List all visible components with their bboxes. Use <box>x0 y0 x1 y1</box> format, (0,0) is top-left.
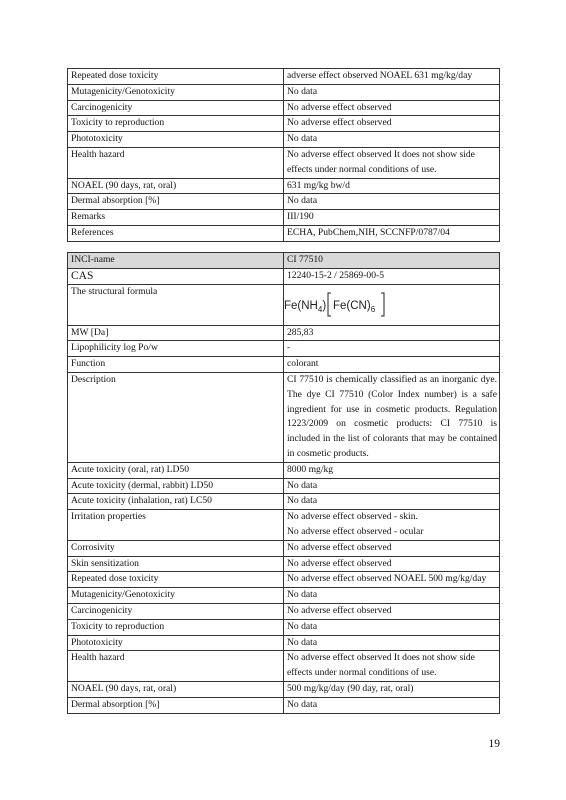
description-row <box>68 372 500 462</box>
table-row <box>68 462 500 478</box>
property-label: Acute toxicity (oral, rat) LD50 <box>68 462 284 478</box>
property-label: Repeated dose toxicity <box>68 572 284 588</box>
table-row <box>68 556 500 572</box>
inci-label: INCI-name <box>68 253 284 269</box>
property-value: No data <box>284 619 500 635</box>
table-row <box>68 572 500 588</box>
property-label: Lipophilicity log Po/w <box>68 341 284 357</box>
table-row <box>68 225 500 241</box>
inci-row <box>68 253 500 269</box>
property-value: No adverse effect observed <box>284 540 500 556</box>
formula-a-sub: 4 <box>317 304 323 314</box>
property-value: No data <box>284 132 500 148</box>
table-row <box>68 651 500 682</box>
property-value: colorant <box>284 357 500 373</box>
property-value: No data <box>284 194 500 210</box>
formula-part-a <box>284 300 326 314</box>
irritation-row <box>68 510 500 541</box>
ci-77510-table <box>67 252 500 714</box>
property-label: Skin sensitization <box>68 556 284 572</box>
structure-cell <box>284 284 500 325</box>
table-row <box>68 325 500 341</box>
property-value: No data <box>284 84 500 100</box>
table-row <box>68 210 500 226</box>
property-value: No adverse effect observed <box>284 116 500 132</box>
formula-a: Fe(NH <box>284 299 318 312</box>
property-value: 285,83 <box>284 325 500 341</box>
table-row <box>68 341 500 357</box>
property-value: No adverse effect observed <box>284 556 500 572</box>
table-row <box>68 357 500 373</box>
property-value: 8000 mg/kg <box>284 462 500 478</box>
property-label: References <box>68 225 284 241</box>
structural-formula <box>284 290 394 318</box>
cas-value: 12240-15-2 / 25869-00-5 <box>284 268 500 284</box>
property-label: Toxicity to reproduction <box>68 116 284 132</box>
property-label: Carcinogenicity <box>68 100 284 116</box>
table-row <box>68 681 500 697</box>
table-row <box>68 147 500 178</box>
property-value: No data <box>284 697 500 713</box>
property-label: Mutagenicity/Genotoxicity <box>68 588 284 604</box>
table-row <box>68 635 500 651</box>
table-row <box>68 478 500 494</box>
left-bracket <box>328 293 331 316</box>
table-row <box>68 194 500 210</box>
description-value: CI 77510 is chemically classified as an inorganic dye. The dye CI 77510 (Color Index number) is a safe ingredient for use in cosmetic products. Regulation 1223/2009 on cosmetic products: CI 77510 is included in the list of colorants that may be contained in cosmetic products. <box>284 372 500 462</box>
property-value: No adverse effect observed It does not show side effects under normal conditions of use. <box>284 147 500 178</box>
property-label: NOAEL (90 days, rat, oral) <box>68 178 284 194</box>
property-value: 500 mg/kg/day (90 day, rat, oral) <box>284 681 500 697</box>
property-label: Phototoxicity <box>68 132 284 148</box>
property-value: No adverse effect observed <box>284 603 500 619</box>
irritation-ocular: No adverse effect observed - ocular <box>287 525 424 537</box>
irritation-label: Irritation properties <box>68 510 284 541</box>
formula-b-sub: 6 <box>370 304 376 314</box>
structure-label: The structural formula <box>68 284 284 325</box>
property-value: 631 mg/kg bw/d <box>284 178 500 194</box>
property-label: Carcinogenicity <box>68 603 284 619</box>
formula-a-close: ) <box>322 299 327 312</box>
property-value: - <box>284 341 500 357</box>
irritation-skin: No adverse effect observed - skin. <box>287 511 418 523</box>
property-label: Corrosivity <box>68 540 284 556</box>
property-label: MW [Da] <box>68 325 284 341</box>
property-label: Function <box>68 357 284 373</box>
property-label: Remarks <box>68 210 284 226</box>
table-row <box>68 84 500 100</box>
table-row <box>68 178 500 194</box>
property-value: III/190 <box>284 210 500 226</box>
property-value: adverse effect observed NOAEL 631 mg/kg/day <box>284 69 500 85</box>
table-row <box>68 619 500 635</box>
property-label: Repeated dose toxicity <box>68 69 284 85</box>
property-value: No adverse effect observed It does not show side effects under normal conditions of use. <box>284 651 500 682</box>
property-value: No adverse effect observed NOAEL 500 mg/kg/day <box>284 572 500 588</box>
property-value: No data <box>284 588 500 604</box>
property-value: No data <box>284 635 500 651</box>
table-row <box>68 100 500 116</box>
property-label: Phototoxicity <box>68 635 284 651</box>
property-label: Mutagenicity/Genotoxicity <box>68 84 284 100</box>
property-label: Toxicity to reproduction <box>68 619 284 635</box>
table-row <box>68 697 500 713</box>
table-row <box>68 588 500 604</box>
cas-row <box>68 268 500 284</box>
right-bracket <box>381 293 384 316</box>
property-label: Health hazard <box>68 651 284 682</box>
table-row <box>68 540 500 556</box>
property-label: NOAEL (90 days, rat, oral) <box>68 681 284 697</box>
property-label: Dermal absorption [%] <box>68 697 284 713</box>
formula-part-b <box>333 300 376 314</box>
property-value: No data <box>284 494 500 510</box>
cas-label: CAS <box>68 268 284 284</box>
table-row <box>68 494 500 510</box>
table-row <box>68 116 500 132</box>
formula-b: Fe(CN) <box>333 299 371 312</box>
property-label: Dermal absorption [%] <box>68 194 284 210</box>
toxicology-table-previous <box>67 68 500 242</box>
property-label: Health hazard <box>68 147 284 178</box>
inci-value: CI 77510 <box>284 253 500 269</box>
property-label: Acute toxicity (dermal, rabbit) LD50 <box>68 478 284 494</box>
property-label: Acute toxicity (inhalation, rat) LC50 <box>68 494 284 510</box>
property-value: No adverse effect observed <box>284 100 500 116</box>
table-row <box>68 69 500 85</box>
table-row <box>68 603 500 619</box>
table-row <box>68 132 500 148</box>
property-value: ECHA, PubChem,NIH, SCCNFP/0787/04 <box>284 225 500 241</box>
structure-row <box>68 284 500 325</box>
description-label: Description <box>68 372 284 462</box>
page-number: 19 <box>488 738 500 750</box>
irritation-value <box>284 510 500 541</box>
property-value: No data <box>284 478 500 494</box>
